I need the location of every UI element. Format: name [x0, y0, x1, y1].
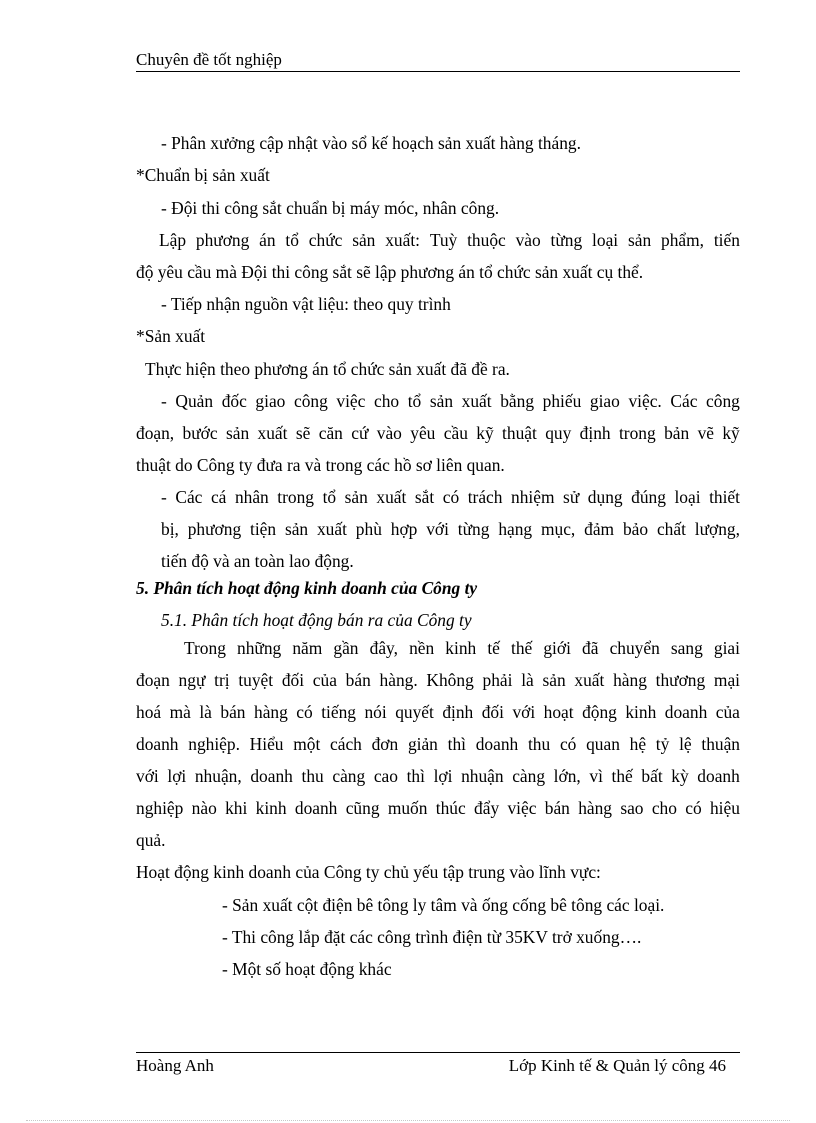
word: bước	[182, 423, 218, 443]
paragraph-line: - Tiếp nhận nguồn vật liệu: theo quy trình	[161, 294, 451, 314]
paragraph-line: tiến độ và an toàn lao động.	[161, 551, 354, 571]
word: thuật	[502, 423, 537, 443]
paragraph-line	[161, 486, 740, 508]
word: ngự	[178, 670, 206, 690]
word: cho	[651, 798, 677, 818]
word: muốn	[387, 798, 428, 818]
word: sẽ	[295, 423, 311, 443]
word: doanh	[136, 734, 179, 754]
word: cách	[330, 734, 362, 754]
word: thì	[447, 734, 466, 754]
word: hoạt	[543, 702, 574, 722]
word: thuộc	[467, 230, 506, 250]
word: lệ	[679, 734, 692, 754]
word: sản	[352, 230, 376, 250]
word: hàng	[613, 670, 647, 690]
word: thế	[511, 638, 533, 658]
word: chuyển	[609, 638, 660, 658]
paragraph-line: - Phân xưởng cập nhật vào sổ kế hoạch sản xuất hàng tháng.	[161, 133, 581, 153]
word: định	[579, 423, 611, 443]
word: bán	[544, 798, 570, 818]
word: dụng	[587, 487, 623, 507]
word: công	[293, 391, 328, 411]
word: việc	[336, 391, 366, 411]
word: tế	[487, 638, 500, 658]
word: có	[559, 734, 577, 754]
word: tuyệt	[238, 670, 274, 690]
word: đối	[281, 670, 305, 690]
word: nhiệm	[511, 487, 555, 507]
word: đối	[481, 702, 504, 722]
word: sản	[284, 519, 309, 539]
word: phương	[187, 519, 242, 539]
word: chất	[656, 519, 686, 539]
paragraph-line: quả.	[136, 830, 166, 850]
word: sắt	[414, 487, 435, 507]
paragraph-line	[161, 518, 740, 540]
word: hợp	[390, 519, 418, 539]
word: cá	[210, 487, 227, 507]
word: việc.	[628, 391, 662, 411]
word: nhân	[234, 487, 269, 507]
word: vào	[376, 423, 402, 443]
word: sản	[225, 423, 250, 443]
word: có	[296, 702, 313, 722]
word: tổ	[407, 391, 422, 411]
word: đẩy	[474, 798, 500, 818]
word: lợi	[167, 766, 187, 786]
word: lượng,	[694, 519, 740, 539]
word: loại	[674, 487, 701, 507]
paragraph-line	[136, 701, 740, 723]
word: doanh	[697, 766, 740, 786]
word: phẩm,	[661, 230, 704, 250]
word: thiết	[709, 487, 740, 507]
paragraph-line: Thực hiện theo phương án tổ chức sản xuất đã đề ra.	[145, 359, 510, 379]
word: là	[199, 702, 212, 722]
page-header: Chuyên đề tốt nghiệp	[136, 50, 740, 72]
word: động	[582, 702, 617, 722]
word: khi	[225, 798, 248, 818]
word: trong	[277, 487, 315, 507]
word: bất	[641, 766, 663, 786]
word: gần	[333, 638, 359, 658]
word: từng	[457, 519, 490, 539]
word: đã	[582, 638, 599, 658]
word: doanh	[294, 798, 338, 818]
word: giao	[255, 391, 286, 411]
word: phù	[355, 519, 382, 539]
word: nhuận	[461, 766, 504, 786]
word: kinh	[445, 638, 477, 658]
word: chức	[308, 230, 343, 250]
word: tiện	[250, 519, 277, 539]
word: tổ	[322, 487, 337, 507]
word: thương	[655, 670, 706, 690]
footer-class-info: Lớp Kinh tế & Quản lý công 46	[508, 1056, 726, 1075]
word: sản	[429, 391, 454, 411]
word: quyết	[395, 702, 434, 722]
paragraph-line: độ yêu cầu mà Đội thi công sắt sẽ lập phương án tổ chức sản xuất cụ thể.	[136, 262, 644, 282]
word: thì	[406, 766, 425, 786]
word: phiếu	[542, 391, 582, 411]
word: thúc	[435, 798, 466, 818]
word: lớn,	[553, 766, 581, 786]
word: tiến	[713, 230, 740, 250]
word: những	[237, 638, 282, 658]
word: thu	[301, 766, 324, 786]
word: đốc	[221, 391, 247, 411]
word: xuất	[461, 391, 492, 411]
paragraph-line	[136, 422, 740, 444]
paragraph-line	[136, 765, 740, 787]
word: với	[426, 519, 449, 539]
word: trong	[618, 423, 656, 443]
word: kinh	[625, 702, 657, 722]
word: sang	[670, 638, 703, 658]
word: tỷ	[655, 734, 670, 754]
word: kỳ	[671, 766, 689, 786]
word: mại	[713, 670, 740, 690]
word: phương	[195, 230, 250, 250]
word: nhuận,	[194, 766, 242, 786]
word: đơn	[371, 734, 399, 754]
word: Các	[670, 391, 698, 411]
section-label: *Sản xuất	[136, 326, 206, 346]
word: công	[706, 391, 740, 411]
paragraph-line: - Đội thi công sắt chuẩn bị máy móc, nhân công.	[161, 198, 500, 218]
word: thu	[527, 734, 551, 754]
paragraph-line: thuật do Công ty đưa ra và trong các hồ sơ liên quan.	[136, 455, 505, 475]
word: nền	[409, 638, 435, 658]
word: cũng	[345, 798, 380, 818]
word: cầu	[443, 423, 468, 443]
word: có	[685, 798, 702, 818]
word: quy	[545, 423, 572, 443]
word: vào	[515, 230, 541, 250]
paragraph-line	[184, 637, 740, 659]
word: sản	[627, 230, 652, 250]
word: kỹ	[476, 423, 494, 443]
word: sản	[344, 487, 368, 507]
word: thuận	[701, 734, 740, 754]
word: việc	[507, 798, 537, 818]
subsection-heading: 5.1. Phân tích hoạt động bán ra của Công ty	[161, 610, 472, 630]
word: xuất	[257, 423, 288, 443]
word: trách	[467, 487, 503, 507]
word: giao	[589, 391, 620, 411]
word: của	[715, 702, 740, 722]
word: vẽ	[697, 423, 714, 443]
word: nói	[364, 702, 387, 722]
word: -	[161, 487, 167, 507]
word: Trong	[184, 638, 226, 658]
word: cứ	[351, 423, 369, 443]
word: tiếng	[321, 702, 356, 722]
word: Quản	[175, 391, 214, 411]
word: hàng	[254, 702, 288, 722]
section-heading: 5. Phân tích hoạt động kinh doanh của Công ty	[136, 578, 478, 598]
word: xuất	[376, 487, 407, 507]
word: định	[442, 702, 474, 722]
word: xuất	[316, 519, 347, 539]
word: sản	[542, 670, 566, 690]
word: hệ	[629, 734, 647, 754]
word: doanh	[664, 702, 708, 722]
word: một	[293, 734, 321, 754]
word: bị,	[161, 519, 179, 539]
word: cho	[373, 391, 400, 411]
list-item: - Thi công lắp đặt các công trình điện từ 35KV trở xuống….	[222, 927, 642, 947]
footer-author: Hoàng Anh	[136, 1056, 214, 1075]
word: giới	[543, 638, 571, 658]
word: sao	[620, 798, 644, 818]
word: sử	[563, 487, 580, 507]
word: yêu	[410, 423, 436, 443]
paragraph-line	[159, 229, 740, 251]
page-footer	[136, 1052, 740, 1076]
word: vì	[589, 766, 603, 786]
paragraph-line	[136, 733, 740, 755]
word: đoạn,	[136, 423, 175, 443]
paragraph-line	[161, 390, 740, 412]
paragraph-line	[136, 797, 740, 819]
word: Lập	[159, 230, 187, 250]
word: từng	[550, 230, 583, 250]
word: có	[442, 487, 460, 507]
word: tổ	[285, 230, 299, 250]
word: thế	[611, 766, 633, 786]
word: Các	[175, 487, 203, 507]
word: bản	[664, 423, 690, 443]
word: kinh	[255, 798, 287, 818]
word: với	[136, 766, 159, 786]
word: xuất	[574, 670, 605, 690]
word: giai	[713, 638, 740, 658]
word: -	[161, 391, 167, 411]
word: hoá	[136, 702, 162, 722]
word: kỹ	[722, 423, 740, 443]
word: đoạn	[136, 670, 170, 690]
word: năm	[292, 638, 323, 658]
word: hiệu	[709, 798, 740, 818]
paragraph-line: Hoạt động kinh doanh của Công ty chủ yếu tập trung vào lĩnh vực:	[136, 862, 601, 882]
word: doanh	[250, 766, 293, 786]
word: căn	[318, 423, 343, 443]
word: án	[259, 230, 276, 250]
word: càng	[512, 766, 546, 786]
word: hàng	[578, 798, 612, 818]
word: loại	[592, 230, 619, 250]
word: đúng	[631, 487, 666, 507]
word: nghiệp	[136, 798, 184, 818]
word: trị	[214, 670, 230, 690]
word: càng	[332, 766, 366, 786]
word: Tuỳ	[429, 230, 458, 250]
word: lợi	[433, 766, 453, 786]
word: nào	[191, 798, 217, 818]
word: doanh	[475, 734, 519, 754]
list-item: - Một số hoạt động khác	[222, 959, 392, 979]
word: xuất:	[385, 230, 420, 250]
section-label: *Chuẩn bị sản xuất	[136, 165, 270, 185]
word: mục,	[540, 519, 576, 539]
word: bán	[220, 702, 246, 722]
word: phải	[482, 670, 513, 690]
word: Hiểu	[249, 734, 284, 754]
word: quan	[586, 734, 620, 754]
word: bán	[345, 670, 371, 690]
word: nghiệp.	[188, 734, 240, 754]
word: đảm	[584, 519, 615, 539]
word: đây,	[369, 638, 398, 658]
word: cao	[373, 766, 398, 786]
word: của	[312, 670, 337, 690]
word: hàng.	[379, 670, 418, 690]
word: mà	[169, 702, 191, 722]
paragraph-line	[136, 669, 740, 691]
word: bằng	[500, 391, 535, 411]
list-item: - Sản xuất cột điện bê tông ly tâm và ống cống bê tông các loại.	[222, 895, 665, 915]
word: bảo	[622, 519, 649, 539]
word: hạng	[498, 519, 533, 539]
page-bottom-divider	[26, 1120, 790, 1121]
word: với	[512, 702, 536, 722]
word: giản	[407, 734, 438, 754]
word: Không	[426, 670, 474, 690]
word: là	[521, 670, 534, 690]
